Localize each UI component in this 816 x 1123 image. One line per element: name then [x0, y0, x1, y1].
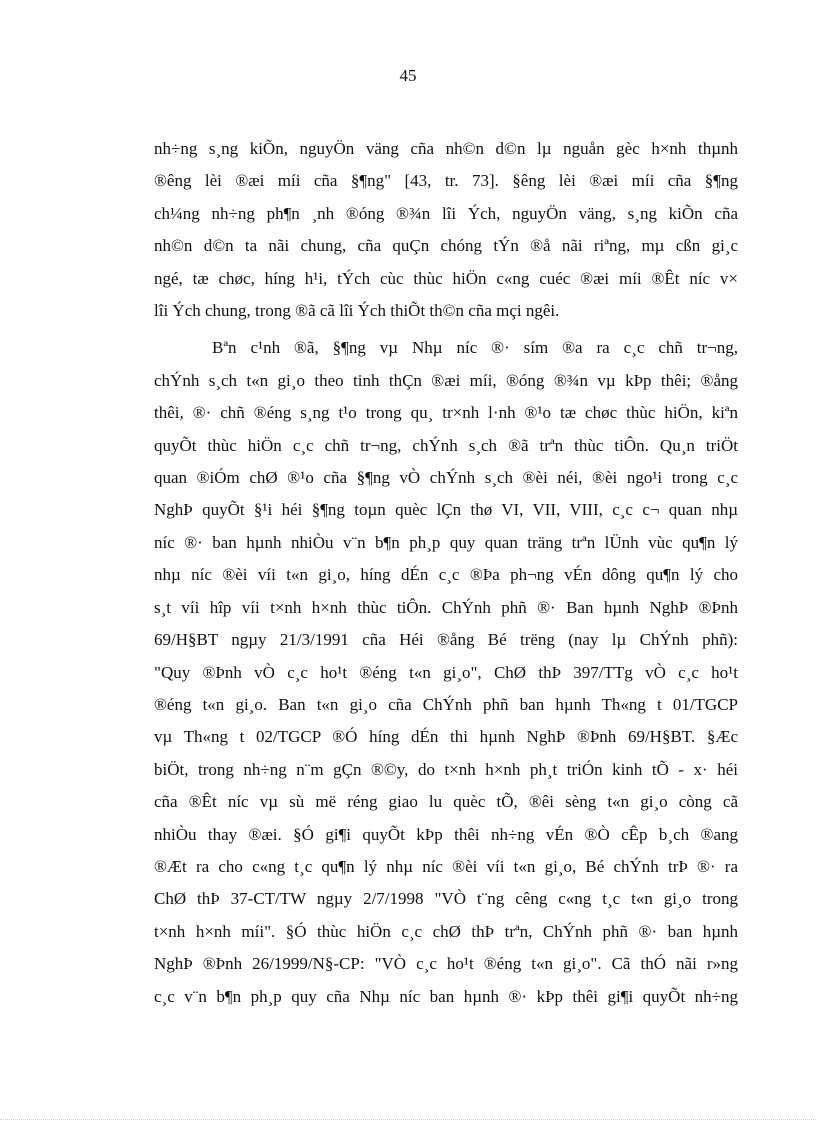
text-line: biÖt, trong nh÷ng n¨m gÇn ®©y, do t×nh h×nh ph¸t triÓn kinh tÕ - x· héi	[154, 759, 738, 779]
paragraph-2	[154, 332, 738, 1013]
text-line: ngé, tæ chøc, híng h¹i, tÝch cùc thùc hiÖn c«ng cuéc ®æi míi ®Êt níc v×	[154, 268, 738, 288]
text-line: lîi Ých chung, trong ®ã cã lîi Ých thiÕt th©n cña mçi ngêi.	[154, 301, 560, 321]
text-line: cña ®Êt níc vµ sù më réng giao lu quèc tÕ, ®êi sèng t«n gi¸o còng cã	[154, 792, 738, 812]
paragraph-1	[154, 133, 738, 327]
text-line: t×nh h×nh míi". §Ó thùc hiÖn c¸c chØ thÞ trªn, ChÝnh phñ ®· ban hµnh	[154, 921, 738, 941]
text-line: ®êng lèi ®æi míi cña §¶ng" [43, tr. 73]. §êng lèi ®æi míi cña §¶ng	[154, 171, 738, 191]
text-line: ®éng t«n gi¸o. Ban t«n gi¸o cña ChÝnh phñ ban hµnh Th«ng t 01/TGCP	[154, 694, 738, 714]
text-line: 69/H§BT ngµy 21/3/1991 cña Héi ®ång Bé trëng (nay lµ ChÝnh phñ):	[154, 630, 738, 650]
text-line: chÝnh s¸ch t«n gi¸o theo tinh thÇn ®æi míi, ®óng ®¾n vµ kÞp thêi; ®ång	[154, 370, 738, 390]
text-line: nh©n d©n ta nãi chung, cña quÇn chóng tÝn ®å nãi riªng, mµ cßn gi¸c	[154, 236, 738, 256]
text-line: vµ Th«ng t 02/TGCP ®Ó híng dÉn thi hµnh NghÞ ®Þnh 69/H§BT. §Æc	[154, 727, 738, 747]
text-line: "Quy ®Þnh vÒ c¸c ho¹t ®éng t«n gi¸o", ChØ thÞ 397/TTg vÒ c¸c ho¹t	[154, 662, 738, 682]
body-text	[154, 133, 738, 1013]
text-line: níc ®· ban hµnh nhiÒu v¨n b¶n ph¸p quy quan träng trªn lÜnh vùc qu¶n lý	[154, 532, 738, 552]
page-bottom-divider	[0, 1119, 816, 1120]
page-number: 45	[399, 66, 417, 85]
text-line: c¸c v¨n b¶n ph¸p quy cña Nhµ níc ban hµnh ®· kÞp thêi gi¶i quyÕt nh÷ng	[154, 986, 738, 1006]
text-line: ch¼ng nh÷ng ph¶n ¸nh ®óng ®¾n lîi Ých, nguyÖn väng, s¸ng kiÕn cña	[154, 203, 738, 223]
text-line: quan ®iÓm chØ ®¹o cña §¶ng vÒ chÝnh s¸ch ®èi néi, ®èi ngo¹i trong c¸c	[154, 468, 738, 488]
text-line: ChØ thÞ 37-CT/TW ngµy 2/7/1998 "VÒ t¨ng cêng c«ng t¸c t«n gi¸o trong	[154, 889, 738, 909]
text-line: nh÷ng s¸ng kiÕn, nguyÖn väng cña nh©n d©n lµ nguån gèc h×nh thµnh	[154, 139, 738, 158]
text-line: NghÞ quyÕt §¹i héi §¶ng toµn quèc lÇn thø VI, VII, VIII, c¸c c¬ quan nhµ	[154, 500, 738, 520]
text-line: quyÕt thùc hiÖn c¸c chñ tr¬ng, chÝnh s¸ch ®ã trªn thùc tiÔn. Qu¸n triÖt	[154, 435, 738, 455]
text-line: s¸t víi hîp víi t×nh h×nh thùc tiÔn. ChÝnh phñ ®· Ban hµnh NghÞ ®Þnh	[154, 597, 738, 617]
text-line: ®Æt ra cho c«ng t¸c qu¶n lý nhµ níc ®èi víi t«n gi¸o, Bé chÝnh trÞ ®· ra	[154, 856, 738, 876]
text-line: Bªn c¹nh ®ã, §¶ng vµ Nhµ níc ®· sím ®a ra c¸c chñ tr¬ng,	[212, 338, 738, 358]
text-line: thêi, ®· chñ ®éng s¸ng t¹o trong qu¸ tr×nh l·nh ®¹o tæ chøc thùc hiÖn, kiªn	[154, 403, 738, 423]
text-line: NghÞ ®Þnh 26/1999/N§-CP: "VÒ c¸c ho¹t ®éng t«n gi¸o". Cã thÓ nãi r»ng	[154, 954, 738, 974]
text-line: nhiÒu thay ®æi. §Ó gi¶i quyÕt kÞp thêi nh÷ng vÉn ®Ò cÊp b¸ch ®ang	[154, 824, 738, 844]
text-line: nhµ níc ®èi víi t«n gi¸o, híng dÉn c¸c ®Þa ph¬ng vÉn dông qu¶n lý cho	[154, 565, 738, 585]
